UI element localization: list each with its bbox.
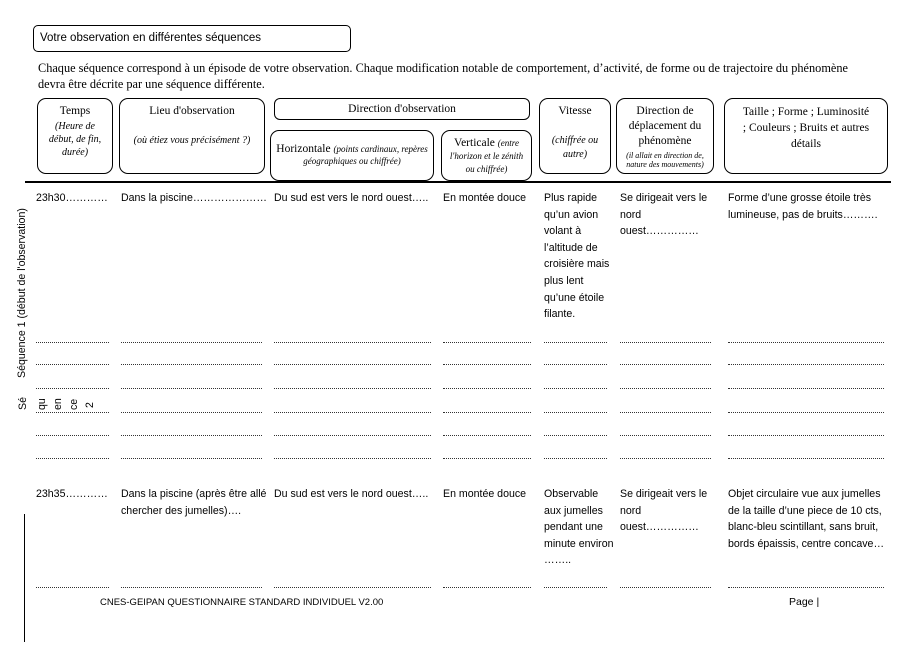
dotted-line (121, 458, 262, 459)
dotted-line (728, 435, 884, 436)
dotted-line (443, 458, 531, 459)
dotted-line (274, 458, 431, 459)
dotted-line (36, 435, 109, 436)
header-verticale-label: Verticale (454, 137, 495, 149)
dotted-line (620, 412, 711, 413)
dotted-line (544, 412, 607, 413)
dotted-line (443, 435, 531, 436)
header-horizontale-sub: (points cardinaux, repères géographiques ou chiffrée) (303, 144, 428, 166)
dotted-line (728, 364, 884, 365)
dotted-line (728, 587, 884, 588)
sequence2-side-label-4: 2 (84, 402, 96, 408)
dotted-line (443, 388, 531, 389)
dotted-line (121, 587, 262, 588)
dotted-line (728, 458, 884, 459)
header-vitesse-label: Vitesse (558, 105, 592, 117)
dotted-line (36, 364, 109, 365)
footer-right: Page | (789, 596, 820, 608)
header-taille (724, 98, 888, 174)
header-lieu (119, 98, 265, 174)
header-deplacement (616, 98, 714, 174)
header-verticale-sub: (entre l'horizon et le zénith ou chiffrée) (449, 138, 524, 174)
header-lieu-label: Lieu d'observation (149, 105, 235, 117)
sequence2-side-label-0: Sé (17, 397, 29, 410)
footer-left: CNES-GEIPAN QUESTIONNAIRE STANDARD INDIVIDUEL V2.00 (100, 597, 384, 608)
intro-text: Chaque séquence correspond à un épisode de votre observation. Chaque modification notable de comportement, d’activité, de forme ou de trajectoire du phénomène devra être décrite par une séquence différente. (38, 61, 848, 91)
seq2-vitesse: Observable aux jumelles pendant une minute environ …….. (544, 488, 614, 567)
seq1-vitesse: Plus rapide qu’un avion volant à l’altitude de croisière mais plus lent qu’une étoile filante. (544, 192, 610, 321)
header-deplacement-label: Direction de déplacement du phénomène (628, 105, 702, 147)
dotted-line (544, 587, 607, 588)
dotted-line (121, 435, 262, 436)
dotted-line (443, 412, 531, 413)
dotted-line (620, 458, 711, 459)
dotted-line (274, 435, 431, 436)
seq1-verticale: En montée douce (443, 192, 527, 204)
seq2-lieu: Dans la piscine (après être allé chercher des jumelles)…. (121, 488, 267, 517)
header-vitesse (539, 98, 611, 174)
dotted-line (544, 458, 607, 459)
seq2-verticale: En montée douce (443, 488, 527, 500)
dotted-line (544, 342, 607, 343)
dotted-line (620, 342, 711, 343)
section-title: Votre observation en différentes séquences (33, 25, 351, 52)
dotted-line (121, 388, 262, 389)
seq1-temps: 23h30………… (36, 192, 108, 204)
seq1-lieu: Dans la piscine………………… (121, 192, 267, 204)
header-direction (274, 98, 530, 120)
dotted-line (274, 412, 431, 413)
header-vitesse-sub: (chiffrée ou autre) (551, 135, 599, 160)
header-taille-label: Taille ; Forme ; Luminosité ; Couleurs ; Bruits et autres détails (742, 106, 870, 150)
dotted-line (620, 388, 711, 389)
seq1-deplacement: Se dirigeait vers le nord ouest…………… (620, 192, 708, 238)
dotted-line (36, 458, 109, 459)
dotted-line (121, 364, 262, 365)
header-verticale (441, 130, 532, 181)
header-horizontale (270, 130, 434, 181)
dotted-line (36, 388, 109, 389)
header-rule (25, 181, 891, 183)
dotted-line (36, 412, 109, 413)
seq2-taille: Objet circulaire vue aux jumelles de la taille d’une piece de 10 cts, blanc-bleu scintillant, sans bruit, bords épaissis, centre concave… (728, 488, 885, 550)
seq2-deplacement: Se dirigeait vers le nord ouest…………… (620, 488, 708, 534)
sequence2-side-label-2: en (52, 398, 64, 410)
dotted-line (36, 342, 109, 343)
dotted-line (620, 364, 711, 365)
dotted-line (274, 388, 431, 389)
header-horizontale-label: Horizontale (276, 143, 331, 155)
dotted-line (620, 435, 711, 436)
dotted-line (728, 412, 884, 413)
seq1-horizontale: Du sud est vers le nord ouest….. (274, 192, 429, 204)
dotted-line (544, 364, 607, 365)
dotted-line (544, 435, 607, 436)
dotted-line (274, 364, 431, 365)
dotted-line (728, 342, 884, 343)
header-temps (37, 98, 113, 174)
dotted-line (121, 412, 262, 413)
sequence1-side-label: Séquence 1 (début de l'observation) (16, 208, 28, 378)
sequence2-side-label-3: ce (68, 398, 80, 410)
header-direction-label: Direction d'observation (348, 103, 456, 115)
sequence2-side-label-1: qu (36, 398, 48, 410)
dotted-line (274, 342, 431, 343)
header-deplacement-sub: (il allait en direction de, nature des mouvements) (626, 151, 704, 169)
seq1-taille: Forme d’une grosse étoile très lumineuse, pas de bruits………. (728, 192, 878, 221)
dotted-line (620, 587, 711, 588)
header-temps-sub: (Heure de début, de fin, durée) (48, 121, 102, 158)
header-temps-label: Temps (59, 105, 91, 117)
dotted-line (443, 587, 531, 588)
left-margin-line (24, 514, 25, 642)
dotted-line (443, 364, 531, 365)
seq2-horizontale: Du sud est vers le nord ouest….. (274, 488, 429, 500)
dotted-line (544, 388, 607, 389)
dotted-line (36, 587, 109, 588)
seq2-temps: 23h35………… (36, 488, 108, 500)
dotted-line (728, 388, 884, 389)
dotted-line (121, 342, 262, 343)
dotted-line (274, 587, 431, 588)
header-lieu-sub: (où étiez vous précisément ?) (133, 135, 251, 146)
dotted-line (443, 342, 531, 343)
